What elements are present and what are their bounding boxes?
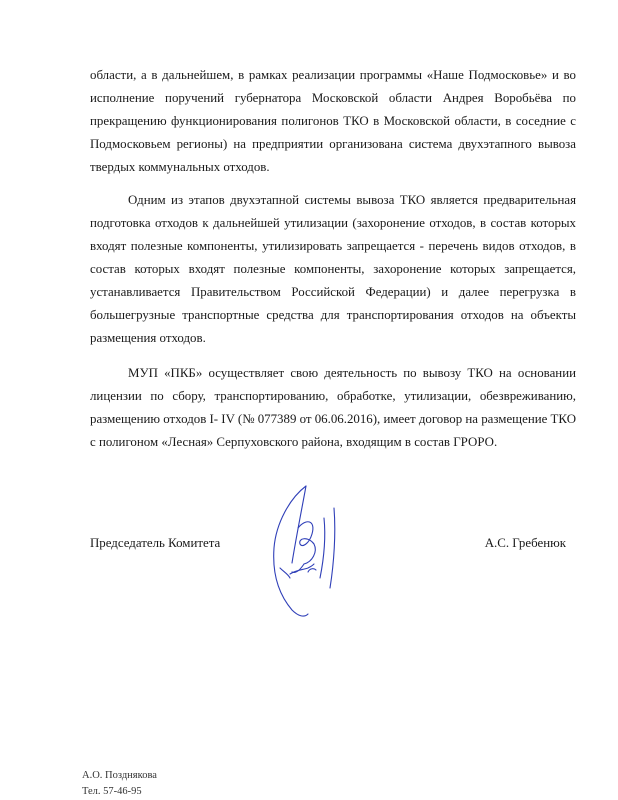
signer-name: А.С. Гребенюк bbox=[484, 536, 566, 550]
executor-phone: Тел. 57-46-95 bbox=[82, 786, 142, 797]
handwritten-signature bbox=[262, 478, 352, 628]
executor-footer bbox=[82, 768, 157, 800]
document-body bbox=[90, 64, 576, 454]
paragraph-two-stage-system: Одним из этапов двухэтапной системы вывоза ТКО является предварительная подготовка отходов к дальнейшей утилизации (захоронение отходов, в состав которых входят полезные компоненты, утилизировать запрещается - перечень видов отходов, в состав которых входят полезные компоненты, захоронение которых запрещается, устанавливается Правительством Российской Федерации) и далее перегрузка в большегрузные транспортные средства для транспортирования отходов на объекты размещения отходов. bbox=[90, 193, 576, 345]
paragraph-continuation: области, а в дальнейшем, в рамках реализации программы «Наше Подмосковье» и во исполнение поручений губернатора Московской области Андрея Воробьёва по прекращению функционирования полигонов ТКО в Московской области, в соседние с Подмосковьем регионы) на предприятии организована система двухэтапного вывоза твердых коммунальных отходов. bbox=[90, 68, 576, 174]
paragraph-mup-pkb-license: МУП «ПКБ» осуществляет свою деятельность по вывозу ТКО на основании лицензии по сбору, транспортированию, обработке, утилизации, обезвреживанию, размещению отходов I- IV (№ 077389 от 06.06.2016), имеет договор на размещение ТКО с полигоном «Лесная» Серпуховского района, входящим в состав ГРОРО. bbox=[90, 366, 577, 449]
position-title: Председатель Комитета bbox=[90, 536, 221, 550]
executor-name: А.О. Позднякова bbox=[82, 770, 157, 781]
